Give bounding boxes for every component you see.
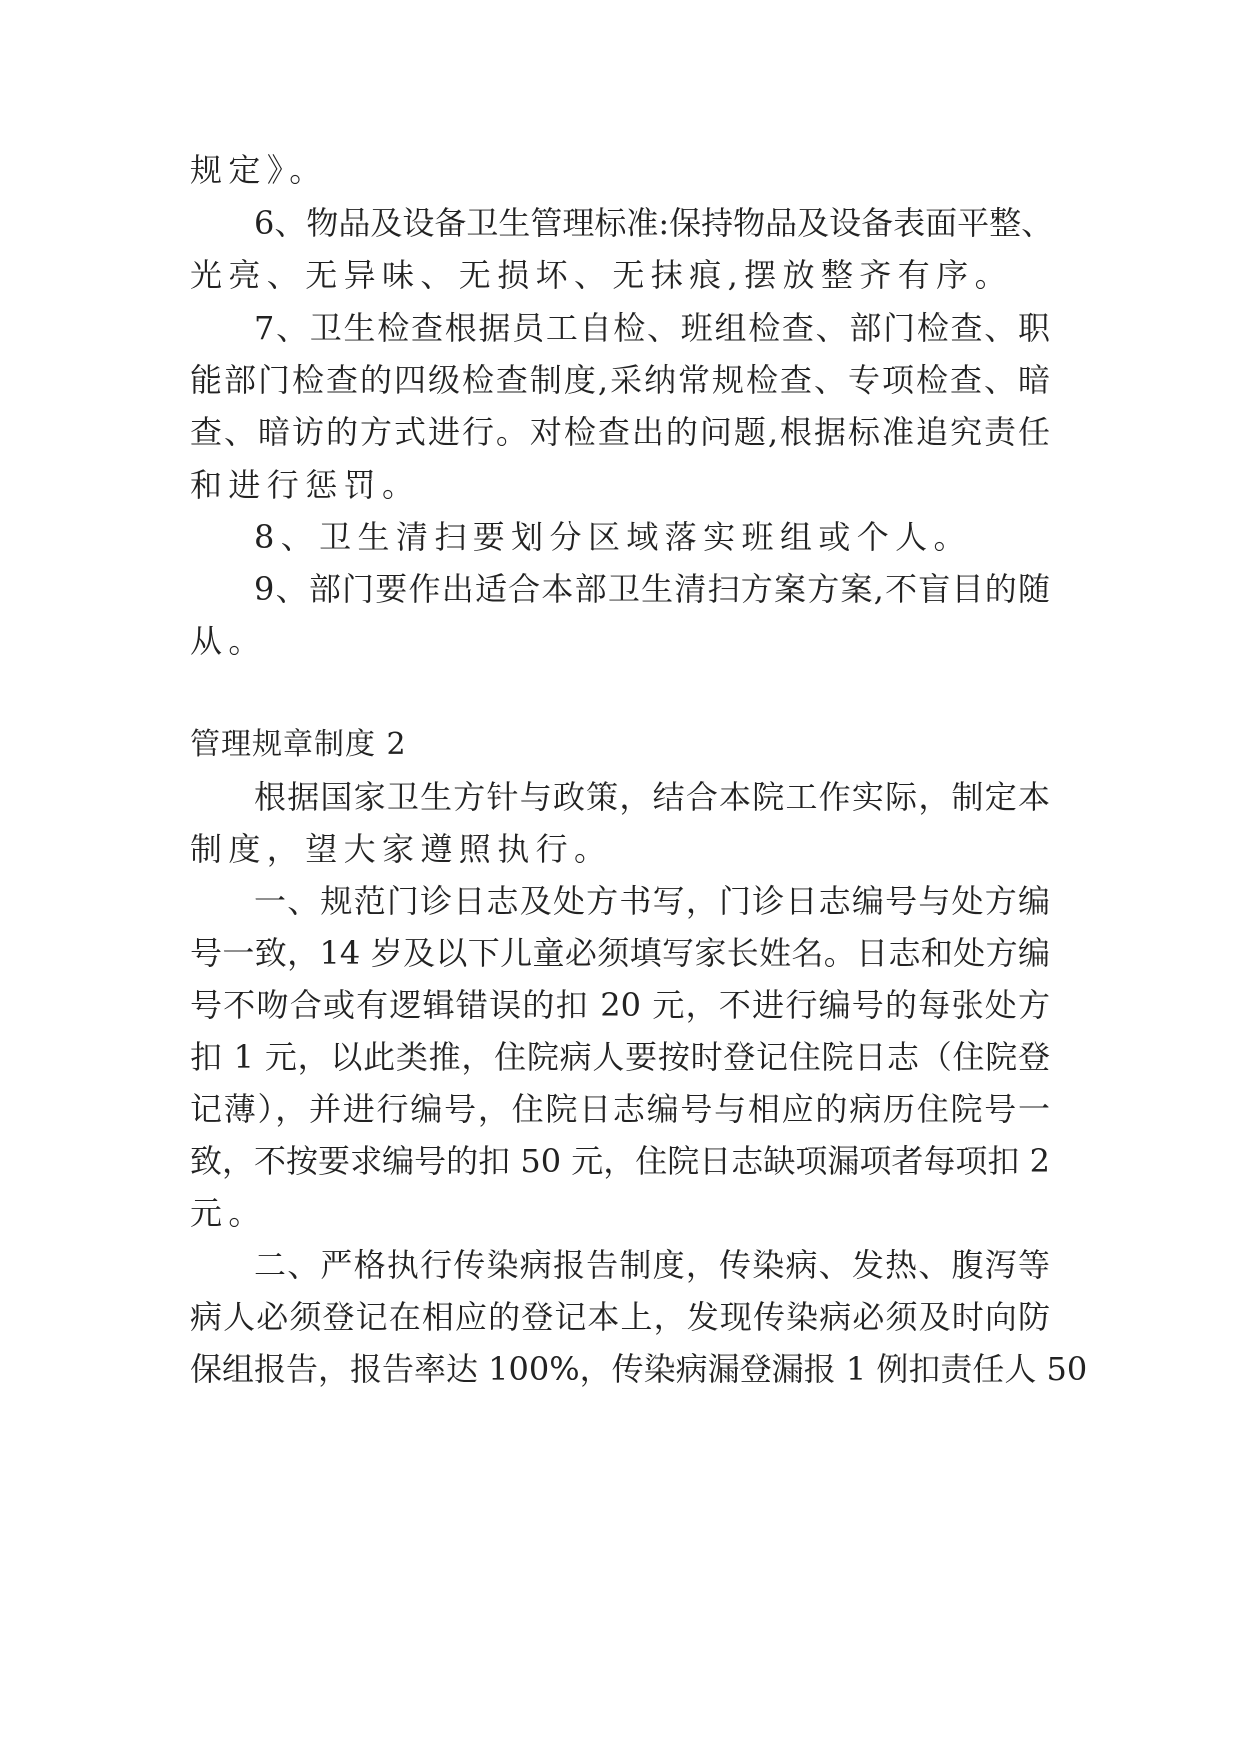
paragraph-line: 一、规范门诊日志及处方书写，门诊日志编号与处方编 bbox=[254, 882, 1050, 920]
paragraph-line: 和进行惩罚。 bbox=[190, 466, 421, 504]
paragraph-line: 致，不按要求编号的扣 50 元，住院日志缺项漏项者每项扣 2 bbox=[190, 1142, 1050, 1180]
paragraph-line: 光亮、无异味、无损坏、无抹痕,摆放整齐有序。 bbox=[190, 256, 1013, 294]
paragraph-line: 8、卫生清扫要划分区域落实班组或个人。 bbox=[254, 518, 972, 556]
paragraph-line: 记薄），并进行编号，住院日志编号与相应的病历住院号一 bbox=[190, 1090, 1050, 1128]
paragraph-line: 二、严格执行传染病报告制度，传染病、发热、腹泻等 bbox=[254, 1246, 1050, 1284]
paragraph-line: 号一致，14 岁及以下儿童必须填写家长姓名。日志和处方编 bbox=[190, 934, 1050, 972]
paragraph-line: 规定》。 bbox=[190, 151, 328, 189]
paragraph-line: 6、物品及设备卫生管理标准:保持物品及设备表面平整、 bbox=[254, 204, 1054, 242]
paragraph-line: 从。 bbox=[190, 622, 267, 660]
paragraph-line: 元。 bbox=[190, 1194, 267, 1232]
paragraph-line: 根据国家卫生方针与政策，结合本院工作实际，制定本 bbox=[254, 778, 1050, 816]
paragraph-line: 查、暗访的方式进行。对检查出的问题,根据标准追究责任 bbox=[190, 413, 1050, 451]
paragraph-line: 制度，望大家遵照执行。 bbox=[190, 830, 613, 868]
paragraph-line: 能部门检查的四级检查制度,采纳常规检查、专项检查、暗 bbox=[190, 361, 1050, 399]
paragraph-line: 保组报告，报告率达 100%，传染病漏登漏报 1 例扣责任人 50 bbox=[190, 1350, 1088, 1388]
paragraph-line: 号不吻合或有逻辑错误的扣 20 元，不进行编号的每张处方 bbox=[190, 986, 1050, 1024]
paragraph-line: 7、卫生检查根据员工自检、班组检查、部门检查、职 bbox=[254, 309, 1050, 347]
document-page bbox=[190, 0, 1088, 1754]
paragraph-line: 病人必须登记在相应的登记本上，发现传染病必须及时向防 bbox=[190, 1298, 1050, 1336]
paragraph-line: 扣 1 元，以此类推，住院病人要按时登记住院日志（住院登 bbox=[190, 1038, 1050, 1076]
section-title: 管理规章制度 2 bbox=[190, 727, 407, 762]
paragraph-line: 9、部门要作出适合本部卫生清扫方案方案,不盲目的随 bbox=[254, 570, 1050, 608]
